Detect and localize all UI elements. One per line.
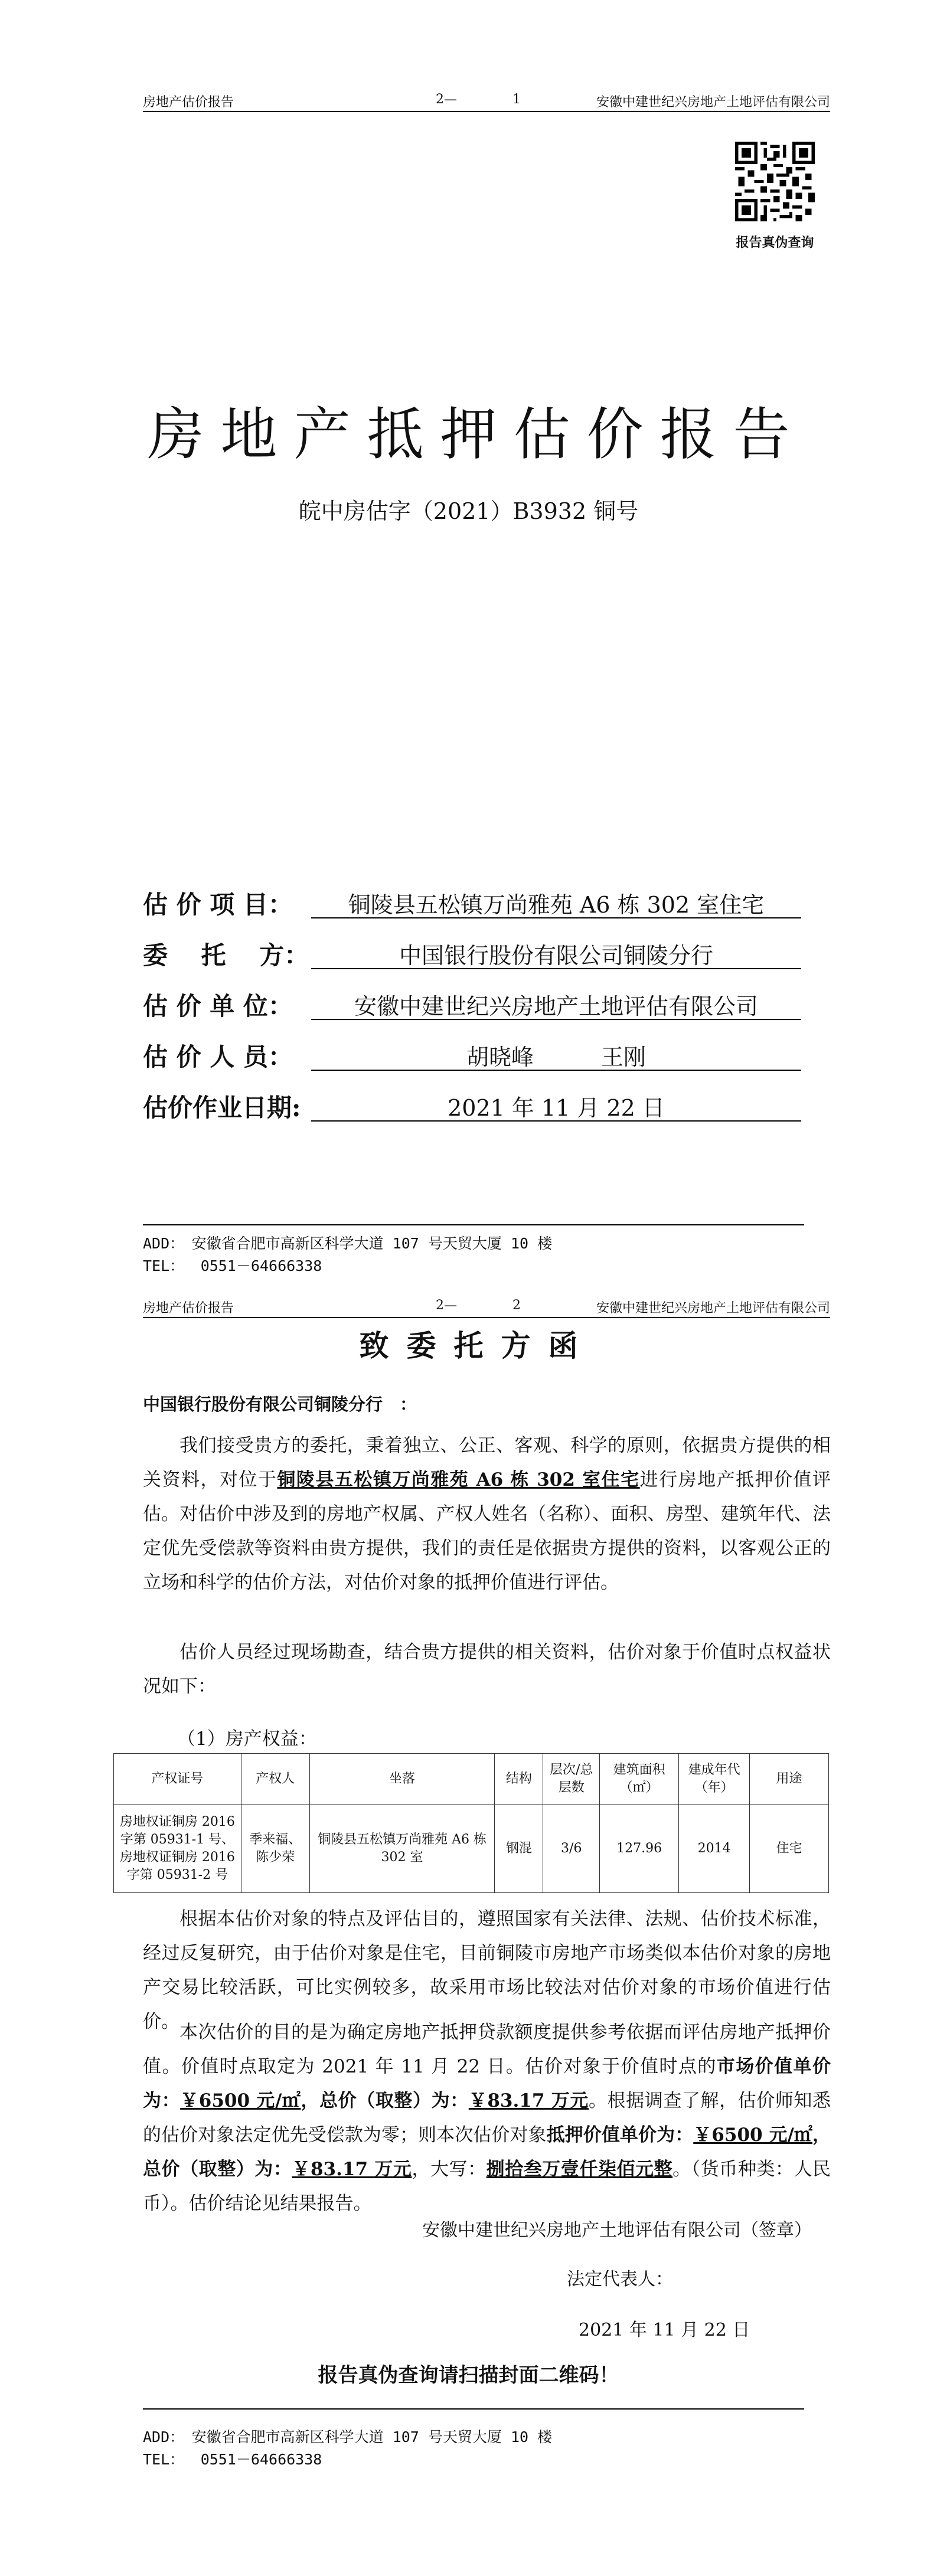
report-title: 房地产抵押估价报告: [147, 401, 807, 468]
info-value: 安徽中建世纪兴房地产土地评估有限公司: [311, 988, 801, 1020]
table-header-cell: 产权证号: [114, 1754, 241, 1804]
table-cell: 季来福、陈少荣: [241, 1804, 309, 1893]
info-label: 估 价 单 位：: [143, 992, 293, 1021]
header-company-name: 安徽中建世纪兴房地产土地评估有限公司: [596, 1301, 830, 1316]
info-label: 委 托 方：: [143, 941, 309, 970]
info-row-project: [143, 885, 804, 921]
info-value: 2021 年 11 月 22 日: [311, 1090, 801, 1122]
letter-paragraph-2: [143, 1635, 831, 1704]
table-header-cell: 用途: [750, 1754, 829, 1804]
table-header-row: [114, 1754, 829, 1804]
mortgage-total-label: ，总价（取整）为：: [143, 2124, 831, 2180]
rights-section-title: （1）房产权益：: [177, 1728, 317, 1750]
qr-code-icon[interactable]: [735, 142, 815, 221]
page-header: [143, 89, 830, 112]
market-total-value: ￥83.17 万元: [468, 2090, 589, 2111]
authenticity-notice: 报告真伪查询请扫描封面二维码！: [318, 2363, 619, 2387]
report-cover-page: [0, 0, 937, 1287]
info-row-client: [143, 936, 804, 972]
signature-legal-rep: 法定代表人：: [567, 2269, 673, 2290]
qr-caption: 报告真伪查询: [736, 235, 814, 250]
letter-paragraph-1: [143, 1428, 831, 1600]
header-rule: [143, 1317, 830, 1318]
table-header-cell: 建筑面积（㎡）: [600, 1754, 679, 1804]
paragraph-text: 进行房地产抵押价值评估。对估价中涉及到的房地产权属、产权人姓名（名称）、面积、房型、建筑年代、法定优先受偿款等资料由贵方提供，我们的责任是依据贵方提供的资料，以客观公正的立场和科学的估价方法，对估价对象的抵押价值进行评估。: [143, 1469, 831, 1593]
info-label: 估 价 项 目：: [143, 890, 293, 919]
info-label: 估价作业日期:: [143, 1093, 301, 1122]
paragraph-text: 估价人员经过现场勘查，结合贵方提供的相关资料，估价对象于价值时点权益状况如下：: [143, 1642, 831, 1697]
signature-company: 安徽中建世纪兴房地产土地评估有限公司（签章）: [422, 2220, 812, 2241]
header-page-number: 2: [512, 1298, 521, 1313]
table-cell: 房地权证铜房 2016 字第 05931-1 号、房地权证铜房 2016 字第 05931-2 号: [114, 1804, 241, 1893]
table-header-cell: 结构: [495, 1754, 543, 1804]
property-rights-table: [113, 1753, 829, 1893]
paragraph-text: 本次估价的目的是为确定房地产抵押贷款额度提供参考依据而评估房地产抵押价值。价值时点取定为 2021 年 11 月 22 日。估价对象于价值时点的: [143, 2022, 831, 2077]
header-section-number: 2—: [436, 92, 457, 107]
header-section-number: 2—: [436, 1298, 457, 1313]
page-footer: [143, 2426, 552, 2471]
paragraph-text: 。（货币种类：人民币）。估价结论见结果报告。: [143, 2159, 831, 2214]
header-report-type: 房地产估价报告: [143, 1301, 234, 1316]
letter-paragraph-4: [143, 2015, 831, 2221]
info-row-date: [143, 1088, 804, 1124]
info-value: 中国银行股份有限公司铜陵分行: [311, 937, 801, 969]
table-cell: 铜陵县五松镇万尚雅苑 A6 栋 302 室: [309, 1804, 495, 1893]
page-footer: [143, 1233, 552, 1277]
footer-rule: [143, 1224, 804, 1225]
letter-title: 致委托方函: [359, 1328, 596, 1363]
report-number: 皖中房估字（2021）B3932 铜号: [298, 498, 639, 524]
table-cell: 3/6: [543, 1804, 600, 1893]
table-header-cell: 建成年代（年）: [679, 1754, 750, 1804]
letter-salutation: 中国银行股份有限公司铜陵分行 ：: [143, 1394, 417, 1414]
info-value: 胡晓峰 王刚: [311, 1039, 801, 1071]
table-cell: 127.96: [600, 1804, 679, 1893]
paragraph-text: 根据本估价对象的特点及评估目的，遵照国家有关法律、法规、估价技术标准，经过反复研究，由于估价对象是住宅，目前铜陵市房地产市场类似本估价对象的房地产交易比较活跃，可比实例较多，故采用市场比较法对估价对象的市场价值进行估价。: [143, 1908, 831, 2032]
table-header-cell: 产权人: [241, 1754, 309, 1804]
signature-date: 2021 年 11 月 22 日: [579, 2320, 750, 2340]
mortgage-total-value: ￥83.17 万元: [292, 2159, 412, 2180]
mortgage-unit-price-value: ￥6500 元/㎡: [693, 2124, 812, 2146]
paragraph-text: 我们接受贵方的委托，秉着独立、公正、客观、科学的原则，依据贵方提供的相关资料，对位于: [143, 1435, 831, 1490]
paragraph-text: ，大写：: [412, 2159, 487, 2180]
table-cell: 钢混: [495, 1804, 543, 1893]
market-unit-price-label: 市场价值单价为：: [143, 2056, 831, 2111]
header-rule: [143, 111, 830, 112]
footer-rule: [143, 2408, 804, 2410]
table-cell: 住宅: [750, 1804, 829, 1893]
page-header: [143, 1294, 830, 1318]
footer-address: ADD： 安徽省合肥市高新区科学大道 107 号天贸大厦 10 楼: [143, 1235, 553, 1252]
table-cell: 2014: [679, 1804, 750, 1893]
header-page-number: 1: [512, 92, 521, 107]
paragraph-text: 。根据调查了解，估价师知悉的估价对象法定优先受偿款为零；则本次估价对象: [143, 2090, 831, 2146]
info-row-appraiser-company: [143, 987, 804, 1022]
property-address: 铜陵县五松镇万尚雅苑 A6 栋 302 室住宅: [277, 1469, 640, 1490]
market-unit-price-value: ￥6500 元/㎡: [180, 2090, 301, 2111]
table-row: [114, 1804, 829, 1893]
table-header-cell: 层次/总层数: [543, 1754, 600, 1804]
mortgage-unit-price-label: 抵押价值单价为：: [546, 2124, 694, 2146]
amount-in-words: 捌拾叁万壹仟柒佰元整: [486, 2159, 673, 2180]
header-report-type: 房地产估价报告: [143, 95, 234, 110]
info-value: 铜陵县五松镇万尚雅苑 A6 栋 302 室住宅: [311, 887, 801, 918]
footer-phone: TEL： 0551－64666338: [143, 2451, 322, 2468]
market-total-label: ，总价（取整）为：: [301, 2090, 469, 2111]
header-company-name: 安徽中建世纪兴房地产土地评估有限公司: [596, 95, 830, 110]
info-row-appraisers: [143, 1038, 804, 1073]
table-header-cell: 坐落: [309, 1754, 495, 1804]
footer-address: ADD： 安徽省合肥市高新区科学大道 107 号天贸大厦 10 楼: [143, 2428, 553, 2446]
info-label: 估 价 人 员：: [143, 1042, 293, 1071]
footer-phone: TEL： 0551－64666338: [143, 1257, 322, 1274]
